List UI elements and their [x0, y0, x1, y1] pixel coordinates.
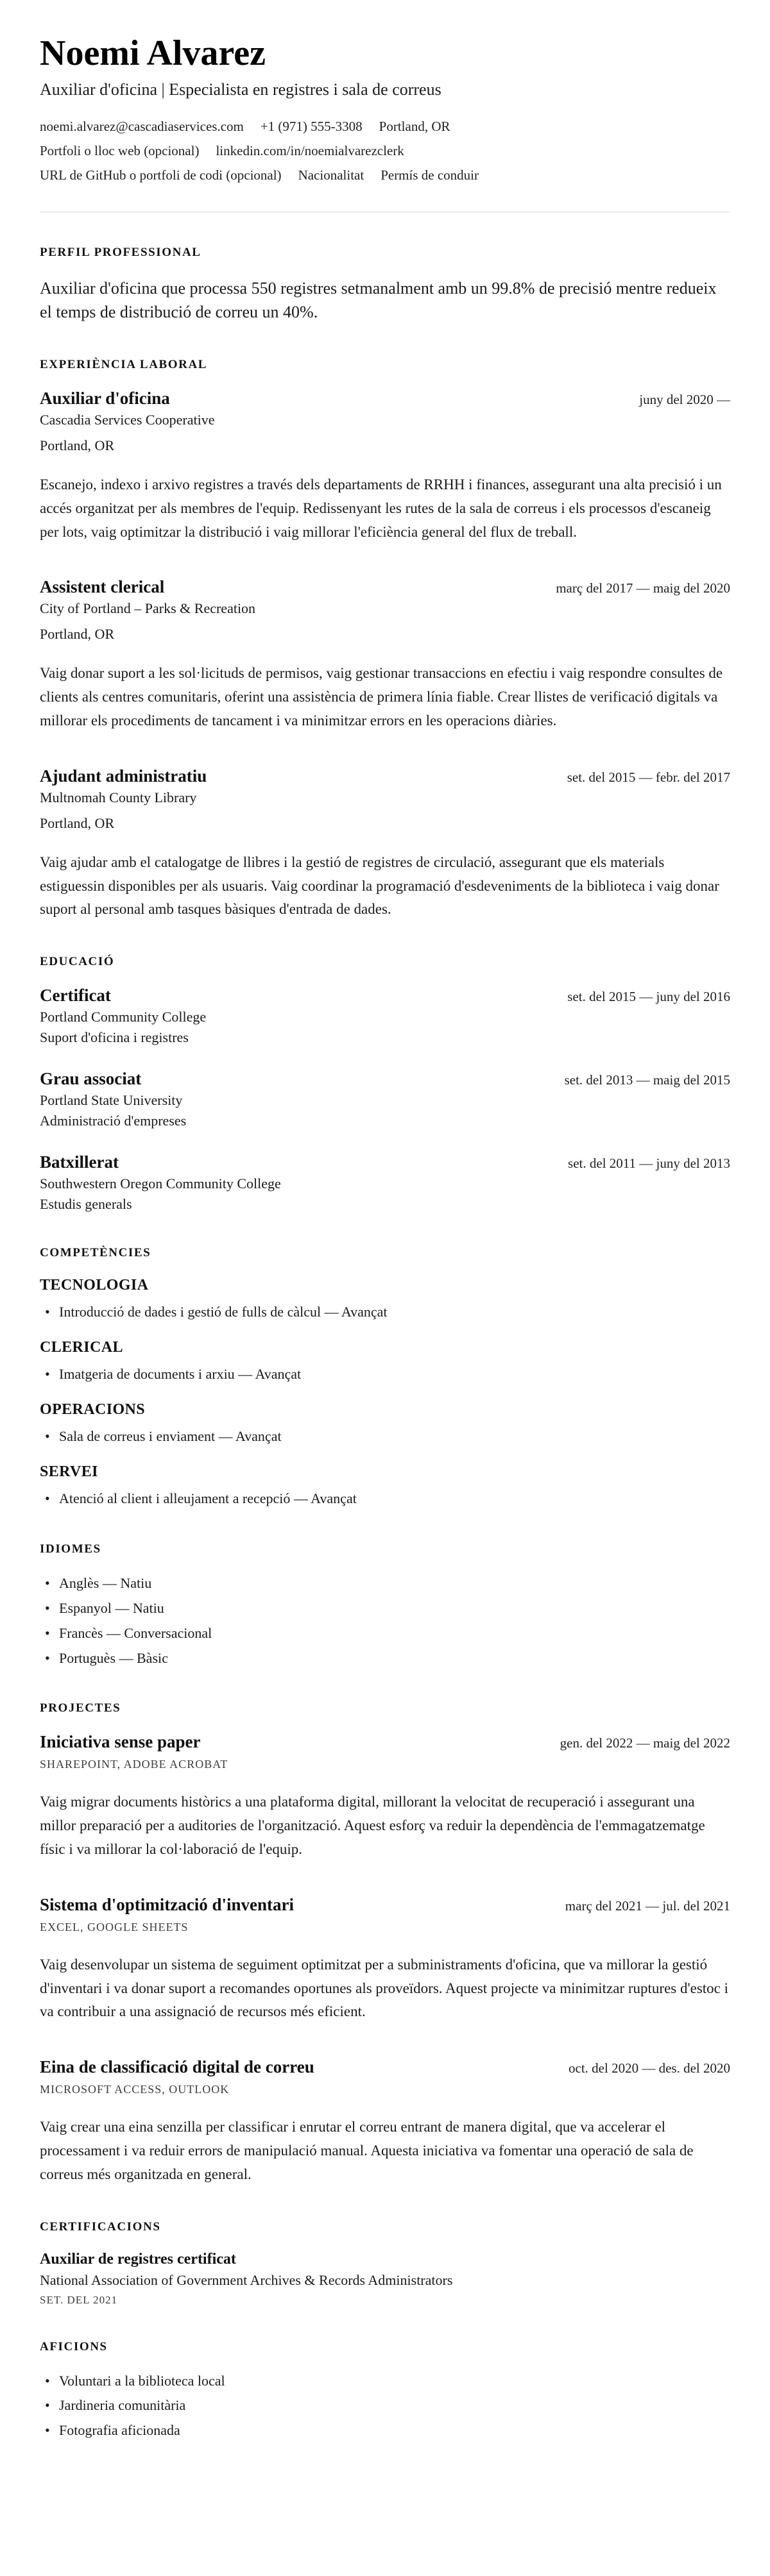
job-location: Portland, OR [40, 626, 115, 643]
linkedin-link[interactable]: linkedin.com/in/noemialvarezclerk [216, 142, 404, 158]
project-entry [40, 1895, 730, 2024]
education-dates: set. del 2013 — maig del 2015 [564, 1072, 730, 1088]
skill-item: • Atenció al client i alleujament a recepció — Avançat [40, 1488, 730, 1509]
language-item: • Anglès — Natiu [40, 1573, 730, 1594]
education-heading: EDUCACIÓ [40, 955, 115, 969]
skill-item: • Imatgeria de documents i arxiu — Avançat [40, 1364, 730, 1385]
section-experience [40, 358, 730, 922]
certification-entry [40, 2251, 730, 2307]
job-entry [40, 766, 730, 922]
project-stack: MICROSOFT ACCESS, OUTLOOK [40, 2083, 230, 2096]
section-profile [40, 246, 730, 324]
skill-group [40, 1339, 730, 1385]
education-dates: set. del 2015 — juny del 2016 [567, 989, 730, 1005]
job-entry [40, 577, 730, 732]
section-projects [40, 1701, 730, 2186]
hobby-list [40, 2371, 730, 2441]
skills-heading: COMPETÈNCIES [40, 1246, 151, 1260]
job-entry-head [40, 577, 730, 597]
languages-heading: IDIOMES [40, 1542, 101, 1556]
project-entry [40, 2057, 730, 2186]
language-list [40, 1573, 730, 1669]
skill-item: • Introducció de dades i gestió de fulls de càlcul — Avançat [40, 1302, 730, 1322]
degree-title: Batxillerat [40, 1152, 119, 1172]
project-entry-head [40, 1732, 730, 1752]
degree-title: Grau associat [40, 1069, 142, 1089]
skill-list [40, 1364, 730, 1385]
education-entry [40, 1152, 730, 1213]
certification-name: Auxiliar de registres certificat [40, 2250, 236, 2268]
certifications-heading: CERTIFICACIONS [40, 2219, 161, 2234]
job-description: Escanejo, indexo i arxivo registres a través dels departaments de RRHH i finances, assegurant una alta precisió i un accés organitzat per als membres de l'equip. Redissenyant les rutes de la sala de correus i els processos d'escaneig per lots, vaig optimitzar la distribució i vaig millorar l'eficiència general del flux de treball. [40, 476, 722, 540]
section-skills [40, 1246, 730, 1509]
email-link[interactable]: noemi.alvarez@cascadiaservices.com [40, 118, 244, 134]
job-company: City of Portland – Parks & Recreation [40, 600, 256, 617]
job-company: Cascadia Services Cooperative [40, 412, 215, 428]
education-entry-head [40, 1069, 730, 1089]
section-hobbies [40, 2340, 730, 2441]
skill-item: • Sala de correus i enviament — Avançat [40, 1426, 730, 1447]
school-name: Portland State University [40, 1092, 183, 1109]
job-location: Portland, OR [40, 814, 115, 831]
job-dates: set. del 2015 — febr. del 2017 [567, 769, 730, 785]
job-title: Ajudant administratiu [40, 766, 207, 786]
certification-date: SET. DEL 2021 [40, 2293, 118, 2306]
hobby-item: • Fotografia aficionada [40, 2420, 730, 2441]
skill-category: OPERACIONS [40, 1401, 146, 1418]
job-dates: març del 2017 — maig del 2020 [556, 580, 730, 596]
hobby-item: • Jardineria comunitària [40, 2395, 730, 2416]
job-location: Portland, OR [40, 437, 115, 454]
project-dates: març del 2021 — jul. del 2021 [565, 1898, 730, 1914]
job-description: Vaig donar suport a les sol·licituds de permisos, vaig gestionar transaccions en efectiu i vaig respondre consultes de clients als centres comunitaris, oferint una assistència de primera línia fiable. Crear llistes de verificació digitals va millorar els procediments de tancament i va minimitzar errors en les operacions diàries. [40, 665, 723, 729]
nationality-placeholder: Nacionalitat [298, 167, 364, 183]
education-entry [40, 1069, 730, 1129]
education-entry-head [40, 986, 730, 1006]
job-title: Assistent clerical [40, 577, 165, 597]
resume-header [40, 33, 730, 183]
job-entry-head [40, 766, 730, 786]
driving-license-placeholder: Permís de conduir [381, 167, 479, 183]
candidate-name: Noemi Alvarez [40, 33, 266, 73]
section-certifications [40, 2220, 730, 2307]
project-dates: oct. del 2020 — des. del 2020 [569, 2060, 730, 2076]
degree-title: Certificat [40, 986, 111, 1006]
project-stack: SHAREPOINT, ADOBE ACROBAT [40, 1758, 228, 1771]
skill-category: SERVEI [40, 1463, 98, 1480]
education-entry-head [40, 1152, 730, 1172]
project-entry-head [40, 1895, 730, 1915]
education-dates: set. del 2011 — juny del 2013 [568, 1156, 730, 1172]
school-name: Southwestern Oregon Community College [40, 1175, 281, 1192]
project-description: Vaig migrar documents històrics a una plataforma digital, millorant la velocitat de recuperació i assegurant una millor preparació per a auditories de l'organització. Aquest esforç va reduir la dependència de l'emmagatzematge físic i va millorar la col·laboració de l'equip. [40, 1794, 705, 1857]
job-dates: juny del 2020 — [639, 392, 730, 408]
school-name: Portland Community College [40, 1009, 207, 1025]
contact-row-1 [40, 119, 730, 135]
portfolio-placeholder: Portfoli o lloc web (opcional) [40, 142, 200, 158]
education-entry [40, 986, 730, 1046]
skill-group [40, 1277, 730, 1322]
job-description: Vaig ajudar amb el catalogatge de llibres i la gestió de registres de circulació, assegurant que els materials estiguessin disponibles per als usuaris. Vaig coordinar la programació d'esdeveniments de la biblioteca i vaig donar suport al personal amb tasques bàsiques d'entrada de dades. [40, 854, 719, 918]
project-name: Iniciativa sense paper [40, 1732, 201, 1752]
project-dates: gen. del 2022 — maig del 2022 [560, 1735, 730, 1751]
field-of-study: Estudis generals [40, 1196, 132, 1213]
skill-category: CLERICAL [40, 1339, 123, 1356]
hobby-item: • Voluntari a la biblioteca local [40, 2371, 730, 2391]
projects-heading: PROJECTES [40, 1701, 121, 1715]
project-entry-head [40, 2057, 730, 2077]
phone-number: +1 (971) 555-3308 [260, 118, 363, 134]
certification-org: National Association of Government Archives & Records Administrators [40, 2271, 453, 2288]
job-entry [40, 389, 730, 544]
job-company: Multnomah County Library [40, 789, 197, 805]
project-name: Eina de classificació digital de correu [40, 2057, 314, 2077]
candidate-headline: Auxiliar d'oficina | Especialista en registres i sala de correus [40, 80, 441, 99]
skill-group [40, 1401, 730, 1447]
job-title: Auxiliar d'oficina [40, 389, 170, 408]
section-languages [40, 1542, 730, 1669]
language-item: • Espanyol — Natiu [40, 1598, 730, 1619]
skill-list [40, 1302, 730, 1322]
project-entry [40, 1732, 730, 1861]
skill-list [40, 1488, 730, 1509]
location-text: Portland, OR [379, 118, 450, 134]
language-item: • Francès — Conversacional [40, 1623, 730, 1644]
skill-list [40, 1426, 730, 1447]
profile-summary: Auxiliar d'oficina que processa 550 registres setmanalment amb un 99.8% de precisió mentre redueix el temps de distribució de correu un 40%. [40, 278, 717, 322]
skill-group [40, 1463, 730, 1509]
github-placeholder: URL de GitHub o portfoli de codi (opcional) [40, 167, 282, 183]
field-of-study: Suport d'oficina i registres [40, 1029, 189, 1046]
profile-heading: PERFIL PROFESSIONAL [40, 245, 201, 259]
project-stack: EXCEL, GOOGLE SHEETS [40, 1920, 189, 1933]
skill-category: TECNOLOGIA [40, 1277, 149, 1294]
contact-row-2 [40, 143, 730, 159]
experience-heading: EXPERIÈNCIA LABORAL [40, 358, 208, 372]
contact-row-3 [40, 167, 730, 183]
project-description: Vaig crear una eina senzilla per classificar i enrutar el correu entrant de manera digital, que va accelerar el processament i va reduir errors de manipulació manual. Aquesta iniciativa va fomentar una operació de sala de correus més organitzada en general. [40, 2119, 694, 2182]
section-education [40, 955, 730, 1213]
field-of-study: Administració d'empreses [40, 1113, 187, 1129]
job-entry-head [40, 389, 730, 408]
project-description: Vaig desenvolupar un sistema de seguiment optimitzat per a subministraments d'oficina, que va millorar la gestió d'inventari i va donar suport a recomandes oportunes als proveïdors. Aquest projecte va minimitzar ruptures d'estoc i va contribuir a una assignació de recursos més eficient. [40, 1956, 729, 2020]
language-item: • Portuguès — Bàsic [40, 1648, 730, 1669]
project-name: Sistema d'optimització d'inventari [40, 1894, 294, 1914]
hobbies-heading: AFICIONS [40, 2339, 108, 2353]
